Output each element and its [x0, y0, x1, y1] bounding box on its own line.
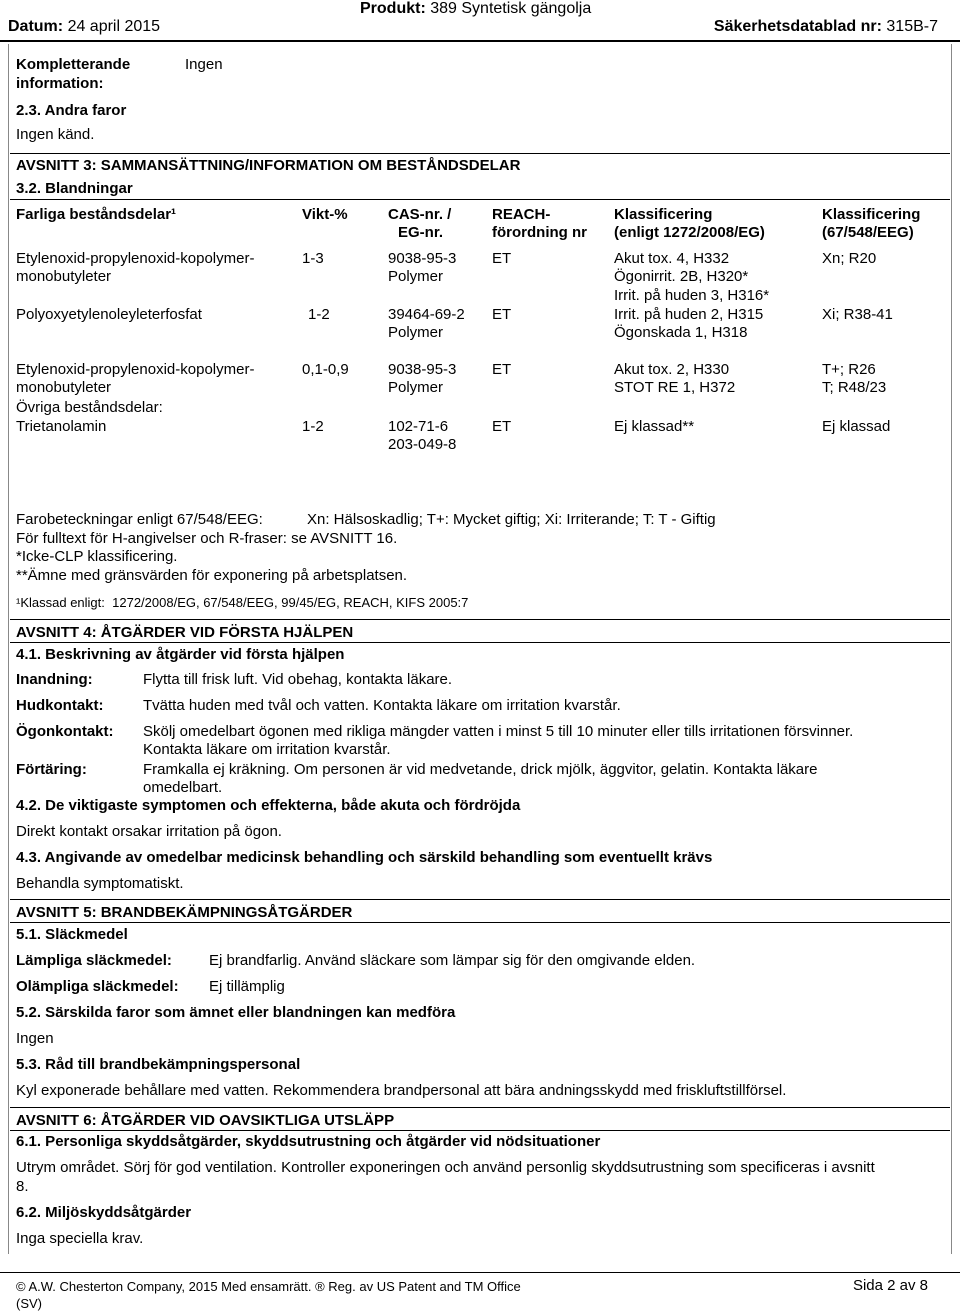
col-header-dsd-2: (67/548/EEG)	[822, 224, 914, 241]
skin-contact-text: Tvätta huden med tvål och vatten. Kontakta läkare om irritation kvarstår.	[143, 697, 621, 714]
row1-cas-1: 9038-95-3	[388, 250, 457, 267]
sds-label: Säkerhetsdatablad nr:	[713, 18, 882, 35]
note-fulltext: För fulltext för H-angivelser och R-fraser: se AVSNITT 16.	[16, 530, 398, 547]
skin-contact-label: Hudkontakt:	[16, 697, 104, 714]
other-hazards-text: Ingen känd.	[16, 126, 95, 143]
row3-clp-1: Akut tox. 2, H330	[614, 361, 730, 378]
classification-footnote	[16, 595, 468, 610]
footer-rule	[0, 1272, 960, 1273]
eye-contact-text-1: Skölj omedelbart ögonen med rikliga mängder vatten i minst 5 till 10 minuter eller tills irritationen försvinner.	[143, 723, 854, 740]
ingestion-text-2: omedelbart.	[143, 779, 223, 796]
row4-reach: ET	[492, 418, 512, 435]
note-non-clp: *Icke-CLP klassificering.	[16, 548, 178, 565]
row3-clp-2: STOT RE 1, H372	[614, 379, 736, 396]
section4-heading: AVSNITT 4: ÅTGÄRDER VID FÖRSTA HJÄLPEN	[16, 624, 354, 641]
row1-cas-2: Polymer	[388, 268, 444, 285]
section3-heading: AVSNITT 3: SAMMANSÄTTNING/INFORMATION OM BESTÅNDSDELAR	[16, 157, 521, 174]
section4-top-rule	[10, 619, 950, 620]
section6-sub1: 6.1. Personliga skyddsåtgärder, skyddsutrustning och åtgärder vid nödsituationer	[16, 1133, 601, 1150]
right-border	[951, 44, 952, 1254]
row3-reach: ET	[492, 361, 512, 378]
row2-clp-2: Ögonskada 1, H318	[614, 324, 748, 341]
ingestion-label: Förtäring:	[16, 761, 87, 778]
row1-name-2: monobutyleter	[16, 268, 112, 285]
left-border	[8, 44, 9, 1254]
supplementary-value: Ingen	[185, 56, 223, 73]
section6-sub2: 6.2. Miljöskyddsåtgärder	[16, 1204, 192, 1221]
section4-sub1: 4.1. Beskrivning av åtgärder vid första hjälpen	[16, 646, 345, 663]
ingestion-text-1: Framkalla ej kräkning. Om personen är vid medvetande, drick mjölk, äggvitor, gelatin. Kontakta läkare	[143, 761, 818, 778]
row3-weight: 0,1-0,9	[302, 361, 349, 378]
eye-contact-text-2: Kontakta läkare om irritation kvarstår.	[143, 741, 391, 758]
row4-dsd: Ej klassad	[822, 418, 891, 435]
col-header-clp-2: (enligt 1272/2008/EG)	[614, 224, 765, 241]
row4-cas-1: 102-71-6	[388, 418, 449, 435]
section6-top-rule	[10, 1107, 950, 1108]
section5-heading: AVSNITT 5: BRANDBEKÄMPNINGSÅTGÄRDER	[16, 904, 353, 921]
section4-sub2-text: Direkt kontakt orsakar irritation på ögon.	[16, 823, 282, 840]
row2-cas-1: 39464-69-2	[388, 306, 465, 323]
section5-sub3: 5.3. Råd till brandbekämpningspersonal	[16, 1056, 301, 1073]
row2-reach: ET	[492, 306, 512, 323]
row3-dsd-1: T+; R26	[822, 361, 876, 378]
row3-cas-2: Polymer	[388, 379, 444, 396]
date-label: Datum:	[8, 18, 64, 35]
row1-name-1: Etylenoxid-propylenoxid-kopolymer-	[16, 250, 255, 267]
row4-cas-2: 203-049-8	[388, 436, 457, 453]
sds-value: 315B-7	[886, 18, 938, 35]
row2-dsd: Xi; R38-41	[822, 306, 893, 323]
suitable-media-text: Ej brandfarlig. Använd släckare som lämpar sig för den omgivande elden.	[209, 952, 696, 969]
unsuitable-media-label: Olämpliga släckmedel:	[16, 978, 179, 995]
supplementary-label-1: Kompletterande	[16, 56, 131, 73]
section4-sub2: 4.2. De viktigaste symptomen och effekterna, både akuta och fördröjda	[16, 797, 521, 814]
sds-number	[714, 18, 938, 36]
symbols-text: Xn: Hälsoskadlig; T+: Mycket giftig; Xi: Irriterande; T: T - Giftig	[307, 511, 716, 528]
section5-sub2: 5.2. Särskilda faror som ämnet eller blandningen kan medföra	[16, 1004, 456, 1021]
row1-clp-2: Ögonirrit. 2B, H320*	[614, 268, 749, 285]
col-header-component: Farliga beståndsdelar¹	[16, 206, 177, 223]
section6-sub2-text: Inga speciella krav.	[16, 1230, 144, 1247]
row2-name: Polyoxyetylenoleyleterfosfat	[16, 306, 202, 323]
suitable-media-label: Lämpliga släckmedel:	[16, 952, 172, 969]
row2-clp-1: Irrit. på huden 2, H315	[614, 306, 764, 323]
date	[8, 18, 160, 36]
row3-dsd-2: T; R48/23	[822, 379, 887, 396]
section6-bottom-rule	[10, 1130, 950, 1131]
section4-sub3: 4.3. Angivande av omedelbar medicinsk behandling och särskild behandling som eventuellt krävs	[16, 849, 713, 866]
footer-page-number: Sida 2 av 8	[852, 1277, 928, 1294]
row4-name: Trietanolamin	[16, 418, 107, 435]
section3-sub: 3.2. Blandningar	[16, 180, 133, 197]
row1-reach: ET	[492, 250, 512, 267]
section4-sub3-text: Behandla symptomatiskt.	[16, 875, 184, 892]
col-header-weight: Vikt-%	[302, 206, 348, 223]
section3-rule	[10, 153, 950, 154]
inhalation-text: Flytta till frisk luft. Vid obehag, kontakta läkare.	[143, 671, 453, 688]
section5-bottom-rule	[10, 922, 950, 923]
product-label: Produkt:	[360, 0, 426, 17]
section5-sub2-text: Ingen	[16, 1030, 54, 1047]
row1-clp-3: Irrit. på huden 3, H316*	[614, 287, 770, 304]
section6-sub1-text-1: Utrym området. Sörj för god ventilation. Kontroller exponeringen och använd personlig skyddsutrustning som specificeras i avsnitt	[16, 1159, 875, 1176]
row3-name-2: monobutyleter	[16, 379, 112, 396]
row1-dsd: Xn; R20	[822, 250, 877, 267]
header-rule	[0, 40, 960, 42]
col-header-reach-2: förordning nr	[492, 224, 587, 241]
footnote-text: 1272/2008/EG, 67/548/EEG, 99/45/EG, REACH, KIFS 2005:7	[112, 595, 469, 610]
col-header-cas-2: EG-nr.	[398, 224, 444, 241]
col-header-clp-1: Klassificering	[614, 206, 713, 223]
row3-name-1: Etylenoxid-propylenoxid-kopolymer-	[16, 361, 255, 378]
unsuitable-media-text: Ej tillämplig	[209, 978, 285, 995]
product-value: 389 Syntetisk gängolja	[430, 0, 592, 17]
date-value: 24 april 2015	[67, 18, 161, 35]
row3-cas-1: 9038-95-3	[388, 361, 457, 378]
inhalation-label: Inandning:	[16, 671, 93, 688]
section6-heading: AVSNITT 6: ÅTGÄRDER VID OAVSIKTLIGA UTSLÄPP	[16, 1112, 395, 1129]
col-header-dsd-1: Klassificering	[822, 206, 921, 223]
section5-top-rule	[10, 899, 950, 900]
footer-copyright: © A.W. Chesterton Company, 2015 Med ensamrätt. ® Reg. av US Patent and TM Office	[16, 1279, 521, 1294]
section4-bottom-rule	[10, 642, 950, 643]
eye-contact-label: Ögonkontakt:	[16, 723, 114, 740]
product	[360, 0, 591, 18]
note-exposure-limits: **Ämne med gränsvärden för exponering på arbetsplatsen.	[16, 567, 408, 584]
symbols-label: Farobeteckningar enligt 67/548/EEG:	[16, 511, 263, 528]
col-header-reach-1: REACH-	[492, 206, 551, 223]
supplementary-label-2: information:	[16, 75, 104, 92]
row4-weight: 1-2	[302, 418, 324, 435]
footnote-label: ¹Klassad enligt:	[16, 595, 105, 610]
section5-sub3-text: Kyl exponerade behållare med vatten. Rekommendera brandpersonal att bära andningsskydd med friskluftstillförsel.	[16, 1082, 787, 1099]
row2-cas-2: Polymer	[388, 324, 444, 341]
section5-sub1: 5.1. Släckmedel	[16, 926, 128, 943]
section6-sub1-text-2: 8.	[16, 1178, 29, 1195]
col-header-cas-1: CAS-nr. /	[388, 206, 452, 223]
row1-clp-1: Akut tox. 4, H332	[614, 250, 730, 267]
row1-weight: 1-3	[302, 250, 324, 267]
other-components-label: Övriga beståndsdelar:	[16, 399, 163, 416]
row2-weight: 1-2	[308, 306, 330, 323]
other-hazards-heading: 2.3. Andra faror	[16, 102, 127, 119]
footer-language: (SV)	[16, 1296, 42, 1311]
section3-sub-rule	[10, 199, 950, 200]
row4-clp: Ej klassad**	[614, 418, 695, 435]
